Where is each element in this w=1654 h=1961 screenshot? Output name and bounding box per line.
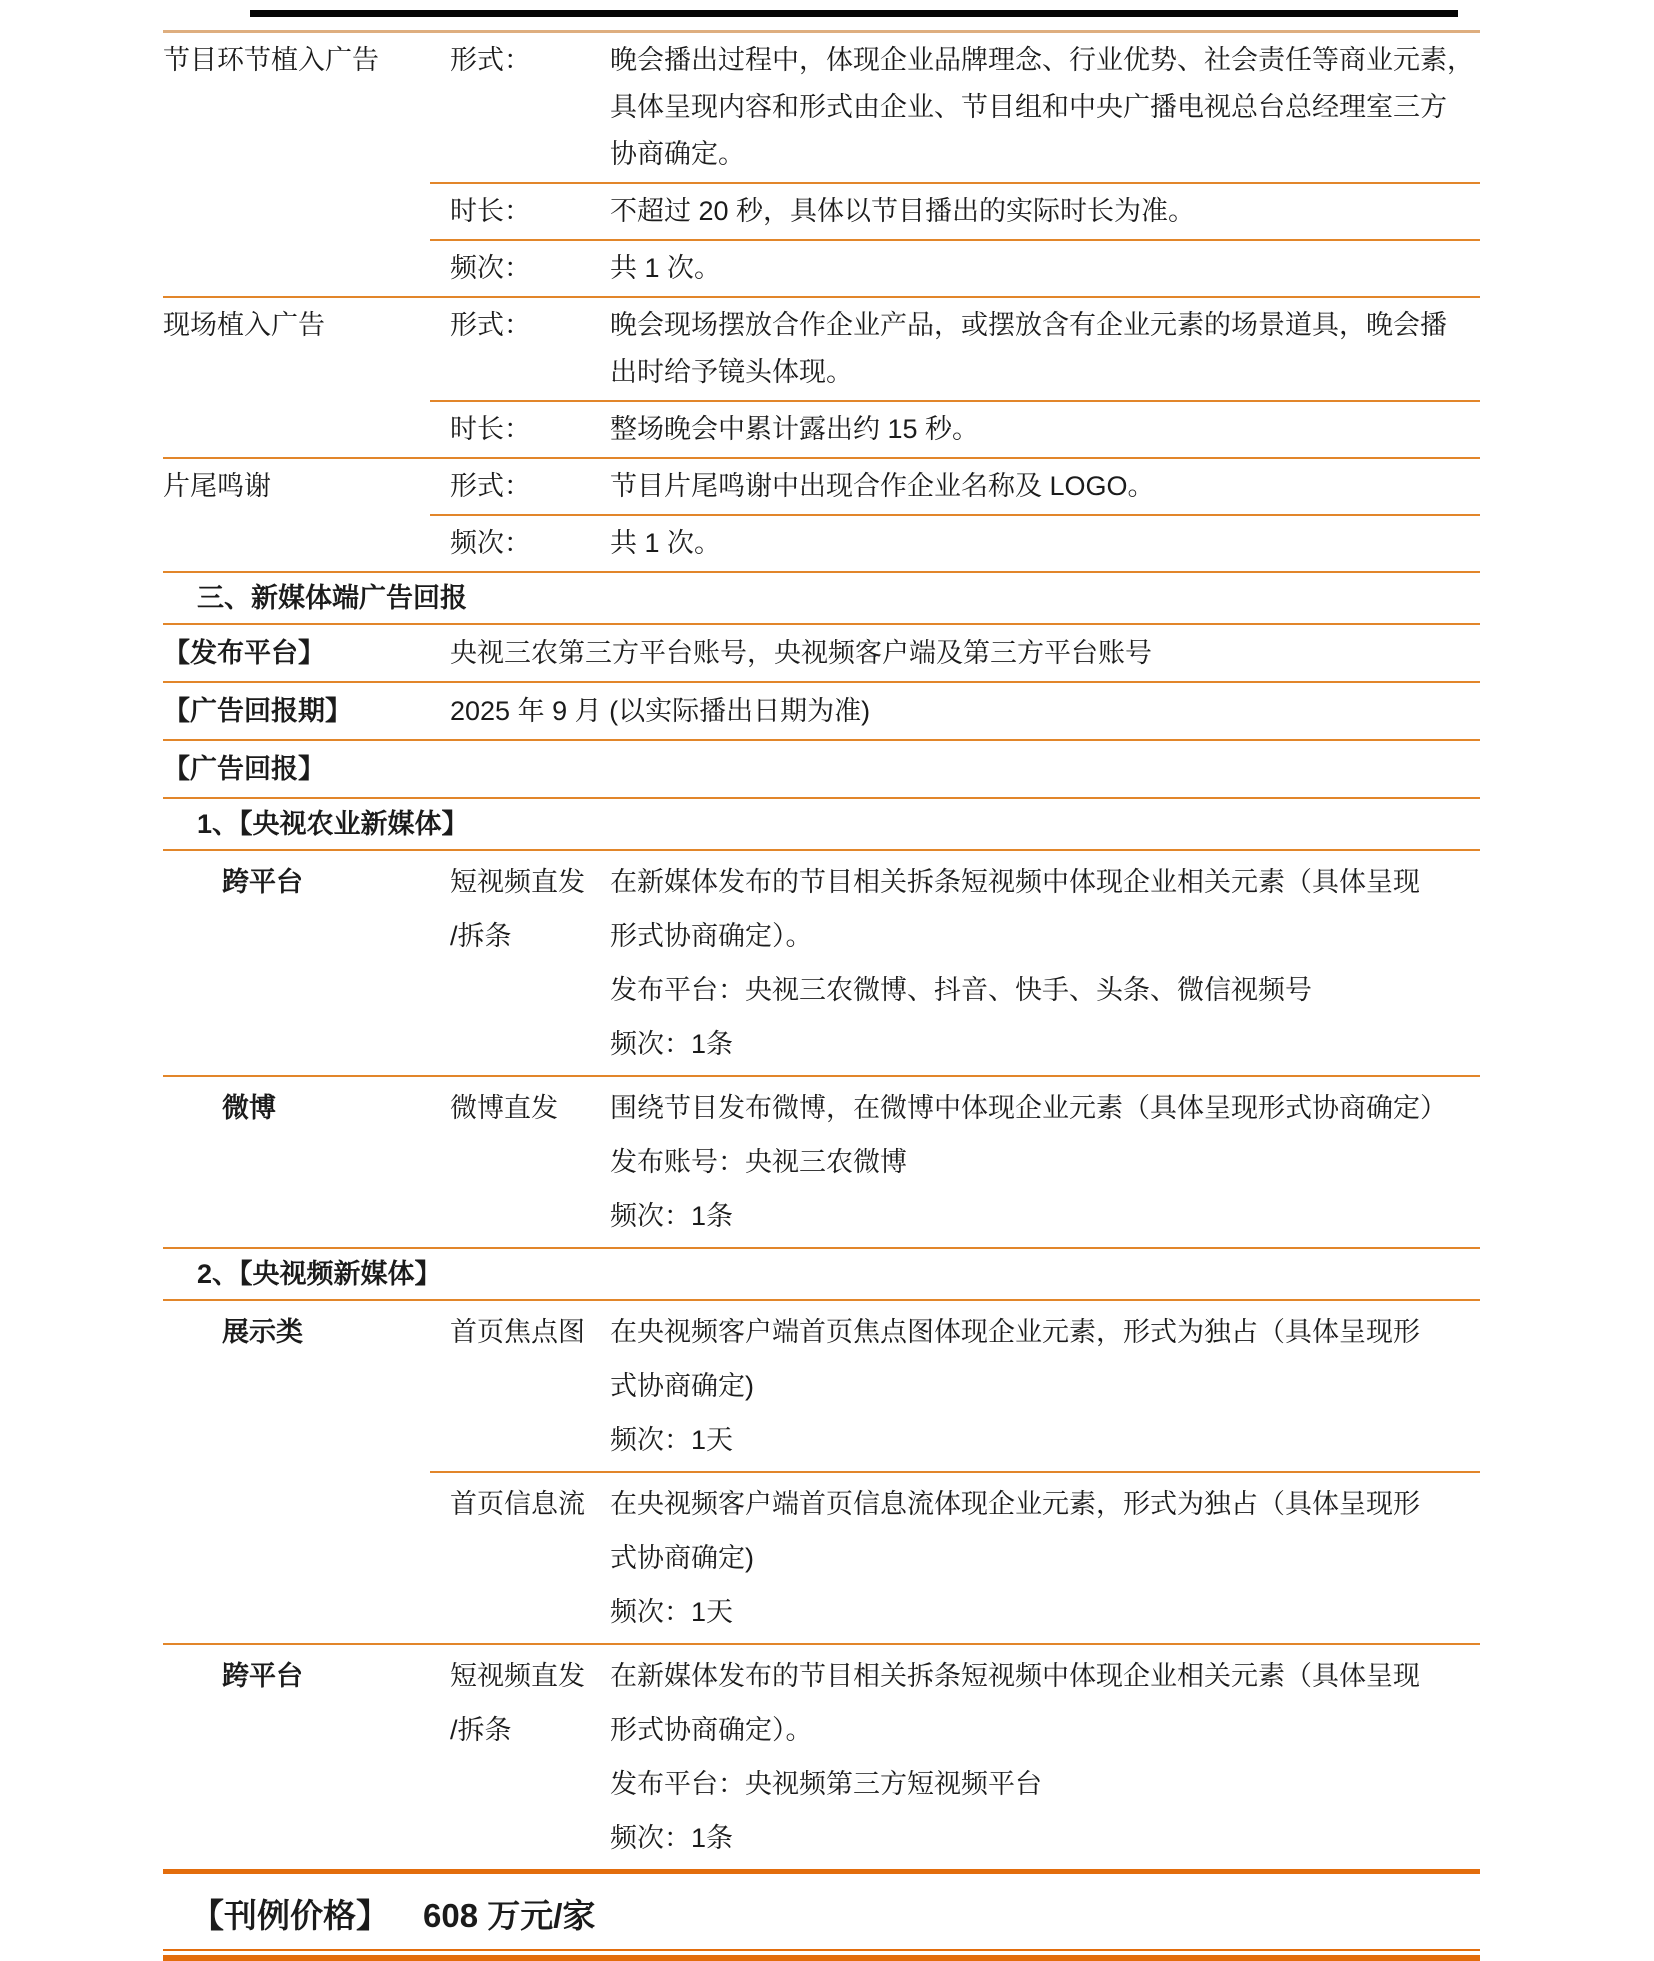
row-key: 形式： — [450, 471, 531, 501]
media-desc — [610, 1305, 1480, 1467]
media-row — [163, 851, 1480, 1075]
row-text — [610, 37, 1480, 178]
media-desc-line: 发布账号：央视三农微博 — [610, 1147, 907, 1177]
row-text-line: 不超过 20 秒，具体以节目播出的实际时长为准。 — [610, 196, 1196, 226]
info-row — [163, 741, 1480, 797]
row-key: 频次： — [450, 528, 531, 558]
info-row — [163, 683, 1480, 739]
media-desc — [610, 1649, 1480, 1865]
bottom-rule-thick — [163, 1955, 1480, 1961]
info-label: 【广告回报】 — [163, 754, 325, 784]
row-text-line: 节目片尾鸣谢中出现合作企业名称及 LOGO。 — [610, 471, 1155, 501]
row-key: 时长： — [450, 196, 531, 226]
row-key: 时长： — [450, 414, 531, 444]
media-category: 跨平台 — [222, 1661, 303, 1691]
table-row — [163, 516, 1480, 571]
row-text-line: 出时给予镜头体现。 — [610, 357, 853, 387]
media-row — [163, 1301, 1480, 1471]
row-text — [610, 188, 1480, 235]
row-text — [610, 463, 1480, 510]
row-text-line: 共 1 次。 — [610, 528, 722, 558]
media-desc-line: 发布平台：央视三农微博、抖音、快手、头条、微信视频号 — [610, 975, 1312, 1005]
row-text-line: 协商确定。 — [610, 139, 745, 169]
info-value — [450, 741, 1480, 797]
row-group-label: 节目环节植入广告 — [163, 45, 379, 75]
table-row — [163, 241, 1480, 296]
media-desc-line: 频次：1天 — [610, 1425, 734, 1455]
row-key: 形式： — [450, 45, 531, 75]
info-value: 2025 年 9 月 (以实际播出日期为准) — [450, 696, 871, 726]
row-group-label: 现场植入广告 — [163, 310, 325, 340]
info-row — [163, 625, 1480, 681]
media-category — [222, 1477, 450, 1639]
table-row — [163, 298, 1480, 400]
row-text-line: 晚会现场摆放合作企业产品，或摆放含有企业元素的场景道具，晚会播 — [610, 310, 1447, 340]
media-row — [163, 1473, 1480, 1643]
row-text — [610, 406, 1480, 453]
row-text-line: 晚会播出过程中，体现企业品牌理念、行业优势、社会责任等商业元素， — [610, 45, 1474, 75]
row-text-line: 具体呈现内容和形式由企业、节目组和中央广播电视总台总经理室三方 — [610, 92, 1447, 122]
row-text — [610, 520, 1480, 567]
media-desc-line: 频次：1条 — [610, 1823, 734, 1853]
media-desc-line: 频次：1条 — [610, 1029, 734, 1059]
media-desc-line: 发布平台：央视频第三方短视频平台 — [610, 1769, 1042, 1799]
media-desc — [610, 855, 1480, 1071]
media-desc-line: 在新媒体发布的节目相关拆条短视频中体现企业相关元素（具体呈现 — [610, 1661, 1420, 1691]
table-row — [163, 459, 1480, 514]
media-category: 跨平台 — [222, 867, 303, 897]
table-row — [163, 402, 1480, 457]
media-category: 展示类 — [222, 1317, 303, 1347]
table-row — [163, 33, 1480, 182]
section-heading: 1、【央视农业新媒体】 — [197, 809, 469, 839]
section-heading: 三、新媒体端广告回报 — [197, 583, 467, 613]
media-type: 短视频直发 /拆条 — [450, 1661, 585, 1745]
table-row — [163, 184, 1480, 239]
media-desc-line: 形式协商确定）。 — [610, 921, 813, 951]
price-label: 【刊例价格】 — [191, 1897, 389, 1934]
row-key: 频次： — [450, 253, 531, 283]
media-category: 微博 — [222, 1093, 276, 1123]
media-type: 首页信息流 — [450, 1489, 585, 1519]
bottom-rule-thin — [163, 1949, 1480, 1951]
media-desc-line: 形式协商确定）。 — [610, 1715, 813, 1745]
row-text-line: 共 1 次。 — [610, 253, 722, 283]
row-text — [610, 245, 1480, 292]
media-desc — [610, 1081, 1480, 1243]
media-desc-line: 式协商确定) — [610, 1371, 754, 1401]
media-type: 首页焦点图 — [450, 1317, 585, 1347]
section-heading: 2、【央视频新媒体】 — [197, 1259, 442, 1289]
media-row — [163, 1645, 1480, 1869]
media-desc-line: 频次：1天 — [610, 1597, 734, 1627]
info-label: 【广告回报期】 — [163, 696, 352, 726]
media-type: 短视频直发 /拆条 — [450, 867, 585, 951]
price-row — [163, 1874, 1480, 1949]
media-desc — [610, 1477, 1480, 1639]
media-desc-line: 频次：1条 — [610, 1201, 734, 1231]
info-value: 央视三农第三方平台账号，央视频客户端及第三方平台账号 — [450, 638, 1152, 668]
row-key: 形式： — [450, 310, 531, 340]
rate-card-document — [163, 30, 1480, 1961]
media-type: 微博直发 — [450, 1093, 558, 1123]
media-desc-line: 围绕节目发布微博，在微博中体现企业元素（具体呈现形式协商确定） — [610, 1093, 1447, 1123]
row-text — [610, 302, 1480, 396]
top-black-bar — [250, 10, 1458, 17]
row-group-label: 片尾鸣谢 — [163, 471, 271, 501]
media-desc-line: 在央视频客户端首页信息流体现企业元素，形式为独占（具体呈现形 — [610, 1489, 1420, 1519]
media-desc-line: 在新媒体发布的节目相关拆条短视频中体现企业相关元素（具体呈现 — [610, 867, 1420, 897]
media-row — [163, 1077, 1480, 1247]
media-desc-line: 在央视频客户端首页焦点图体现企业元素，形式为独占（具体呈现形 — [610, 1317, 1420, 1347]
info-label: 【发布平台】 — [163, 638, 325, 668]
media-desc-line: 式协商确定) — [610, 1543, 754, 1573]
row-text-line: 整场晚会中累计露出约 15 秒。 — [610, 414, 980, 444]
price-value: 608 万元/家 — [423, 1897, 596, 1934]
